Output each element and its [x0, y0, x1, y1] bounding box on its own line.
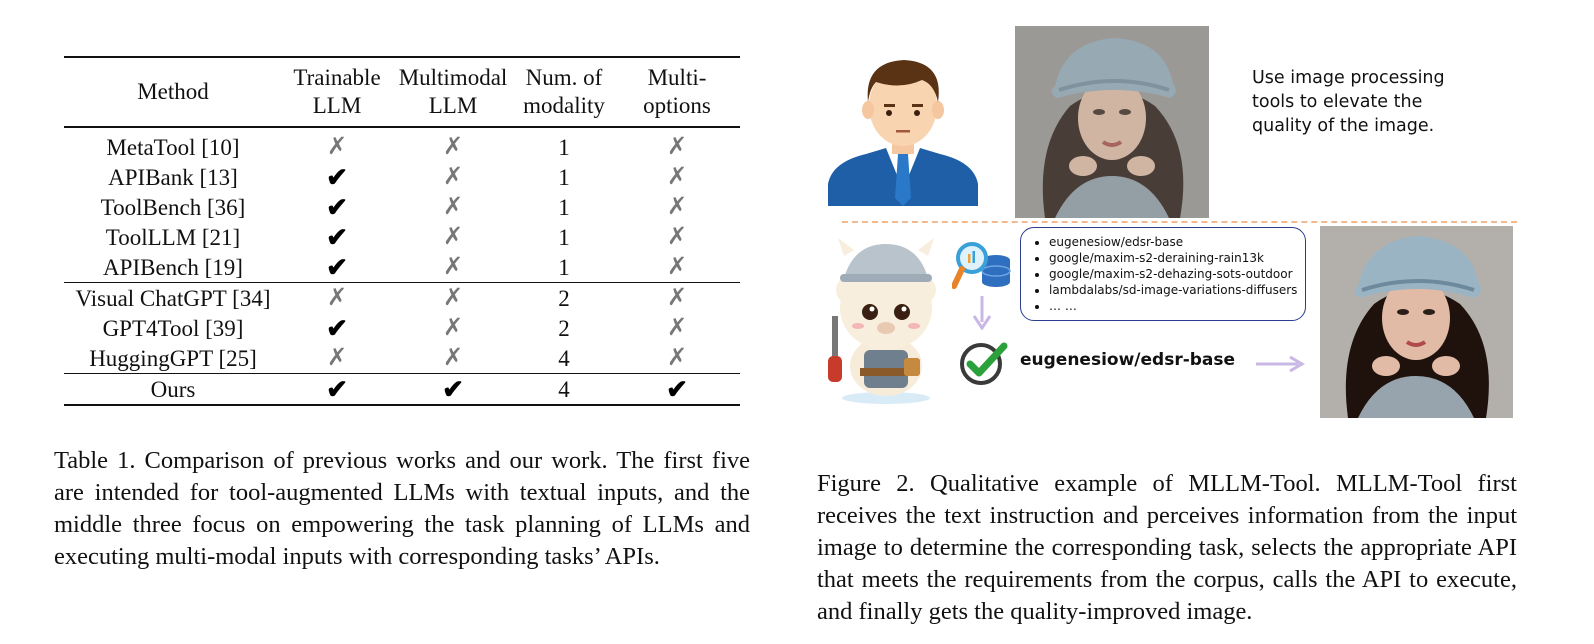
api-candidate-item: • lambdalabs/sd-image-variations-diffusers: [1049, 282, 1305, 298]
method-name-cell: HuggingGPT [25]: [89, 345, 257, 371]
table-cell: ✗: [326, 344, 348, 371]
table-row: [64, 127, 740, 162]
table-cell: ✗: [666, 344, 688, 371]
table-cell: ✗: [666, 133, 688, 160]
method-name-cell: MetaTool [10]: [106, 134, 240, 160]
table-cell: ✔: [326, 192, 348, 222]
table-row: [64, 374, 740, 406]
method-name-cell: ToolLLM [21]: [105, 224, 241, 250]
table-cell: 2: [558, 285, 570, 311]
table-cell: ✔: [326, 222, 348, 252]
table-cell: ✗: [442, 193, 464, 220]
method-name-cell: APIBench [19]: [103, 254, 243, 280]
table-cell: ✔: [442, 374, 464, 404]
comparison-table-container: [64, 56, 740, 406]
instruction-text: Use image processing tools to elevate the quality of the image.: [1252, 68, 1445, 136]
figure-caption: Figure 2. Qualitative example of MLLM-Tool. MLLM-Tool first receives the text instruction and perceives information from the input image to determine the corresponding task, selects the appropriate API that meets the requirements from the corpus, calls the API to execute, and finally gets the quality-improved image.: [817, 470, 1517, 625]
method-name-cell: Ours: [150, 376, 196, 402]
api-candidates-list: [1021, 234, 1305, 314]
table-group-ours: [64, 374, 740, 406]
selected-api-label: eugenesiow/edsr-base: [1020, 350, 1236, 370]
table-cell: ✗: [666, 314, 688, 341]
table-cell: ✗: [442, 223, 464, 250]
table-group-multimodal: [64, 283, 740, 374]
section-divider: [842, 221, 1517, 223]
method-name-cell: APIBank [13]: [108, 164, 238, 190]
header-multi-options: Multi-options: [643, 65, 711, 118]
table-header-row: [64, 57, 740, 127]
api-candidates-box: [1020, 227, 1306, 321]
method-name-cell: Visual ChatGPT [34]: [75, 285, 271, 311]
header-num-modality: Num. of modality: [523, 65, 605, 118]
table-cell: ✗: [666, 253, 688, 280]
table-cell: ✗: [442, 163, 464, 190]
table-cell: ✔: [326, 313, 348, 343]
table-cell: 1: [558, 164, 570, 190]
table-row: [64, 162, 740, 192]
method-name-cell: ToolBench [36]: [100, 194, 246, 220]
table-cell: ✗: [666, 193, 688, 220]
table-cell: 1: [558, 224, 570, 250]
alpaca-mascot-icon: [824, 238, 948, 404]
qualitative-figure: [820, 20, 1520, 430]
header-trainable-llm: Trainable LLM: [293, 65, 381, 118]
api-candidate-item: • … …: [1049, 298, 1305, 314]
output-image: [1320, 226, 1513, 418]
table-row: [64, 313, 740, 343]
table-cell: ✔: [666, 374, 688, 404]
header-method: Method: [137, 79, 209, 104]
table-cell: ✔: [326, 162, 348, 192]
down-arrow-icon: [972, 296, 992, 330]
table-cell: 2: [558, 315, 570, 341]
api-candidate-item: • google/maxim-s2-deraining-rain13k: [1049, 250, 1305, 266]
table-caption: Table 1. Comparison of previous works and our work. The first five are intended for tool-augmented LLMs with textual inputs, and the middle three focus on empowering the task planning of LLMs and executing multi-modal inputs with corresponding tasks’ APIs.: [54, 447, 750, 570]
table-cell: ✔: [326, 252, 348, 282]
table-cell: ✔: [326, 374, 348, 404]
table-cell: 1: [558, 254, 570, 280]
table-cell: ✗: [666, 223, 688, 250]
table-cell: ✗: [442, 133, 464, 160]
header-multimodal-llm: Multimodal LLM: [398, 65, 508, 118]
table-cell: ✗: [326, 133, 348, 160]
table-cell: ✗: [666, 163, 688, 190]
table-group-text-tools: [64, 127, 740, 283]
table-cell: ✗: [666, 284, 688, 311]
api-candidate-item: • google/maxim-s2-dehazing-sots-outdoor: [1049, 266, 1305, 282]
table-cell: ✗: [326, 284, 348, 311]
method-name-cell: GPT4Tool [39]: [102, 315, 244, 341]
table-row: [64, 283, 740, 314]
comparison-table: [64, 56, 740, 406]
check-circle-icon: [958, 340, 1008, 386]
table-cell: 1: [558, 134, 570, 160]
user-avatar-icon: [826, 50, 980, 206]
table-cell: ✗: [442, 253, 464, 280]
input-image: [1015, 26, 1209, 218]
table-cell: ✗: [442, 314, 464, 341]
table-cell: 4: [558, 345, 570, 371]
right-arrow-icon: [1256, 354, 1306, 374]
table-cell: ✗: [442, 344, 464, 371]
table-cell: 4: [558, 376, 570, 402]
api-candidate-item: • eugenesiow/edsr-base: [1049, 234, 1305, 250]
table-row: [64, 192, 740, 222]
search-database-icon: [952, 240, 1012, 298]
table-row: [64, 252, 740, 283]
table-row: [64, 343, 740, 374]
table-row: [64, 222, 740, 252]
table-cell: 1: [558, 194, 570, 220]
table-cell: ✗: [442, 284, 464, 311]
